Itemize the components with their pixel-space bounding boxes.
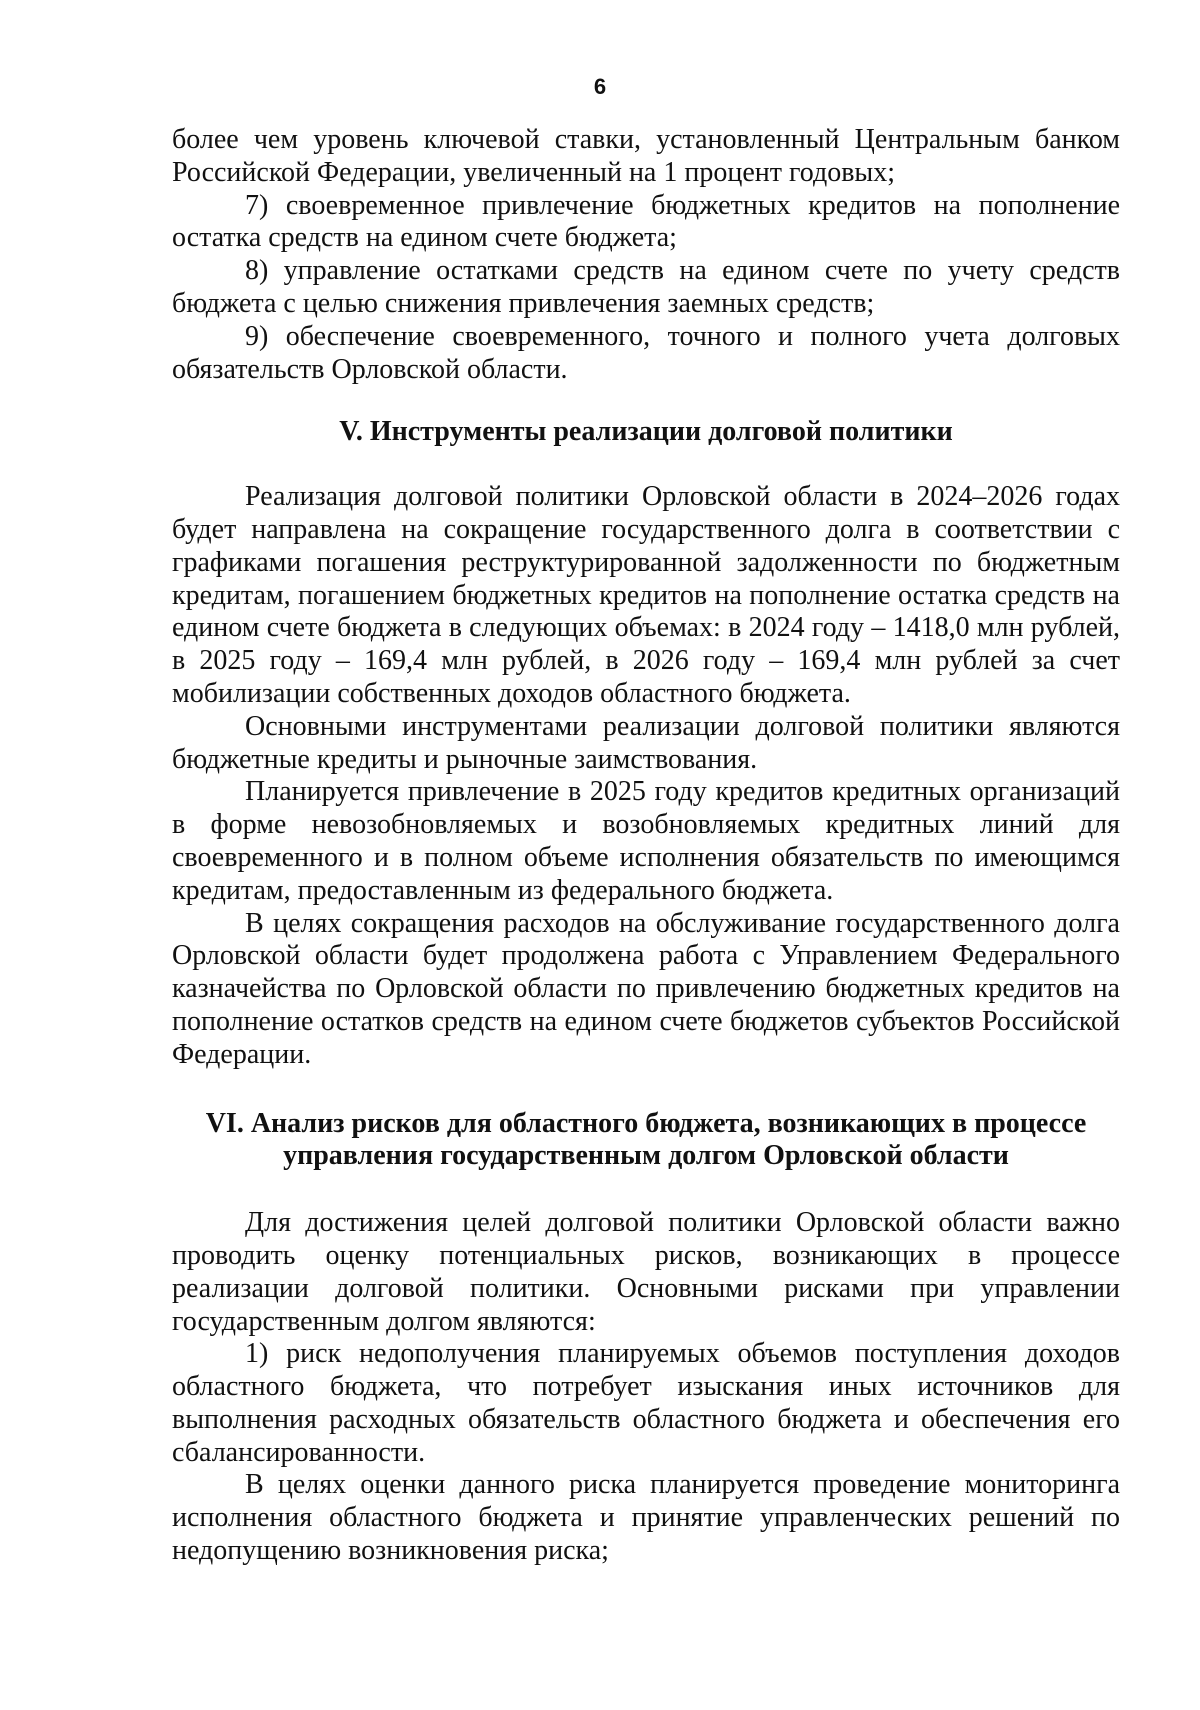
page-number: 6 bbox=[593, 74, 607, 99]
section-5-paragraph: Основными инструментами реализации долговой политики являются бюджетные кредиты и рыночные заимствования. bbox=[172, 710, 1120, 775]
section-6-heading bbox=[172, 1108, 1120, 1174]
paragraph-continuation: более чем уровень ключевой ставки, установленный Центральным банком Российской Федерации, увеличенный на 1 процент годовых; bbox=[172, 124, 1120, 188]
section-5-paragraph: Реализация долговой политики Орловской области в 2024–2026 годах будет направлена на сокращение государственного долга в соответствии с графиками погашения реструктурированной задолженности по бюджетным кредитам, погашением бюджетных кредитов на пополнение остатка средств на едином счете бюджета в следующих объемах: в 2024 году – 1418,0 млн рублей, в 2025 году – 169,4 млн рублей, в 2026 году – 169,4 млн рублей за счет мобилизации собственных доходов областного бюджета. bbox=[172, 481, 1120, 709]
section-6-paragraph: 1) риск недополучения планируемых объемов поступления доходов областного бюджета, что потребует изыскания иных источников для выполнения расходных обязательств областного бюджета и обеспечения его сбалансированности. bbox=[172, 1338, 1120, 1468]
list-item-9: 9) обеспечение своевременного, точного и полного учета долговых обязательств Орловской области. bbox=[172, 320, 1120, 385]
document-body bbox=[172, 124, 1120, 1568]
list-item-7: 7) своевременное привлечение бюджетных кредитов на пополнение остатка средств на едином счете бюджета; bbox=[172, 189, 1120, 254]
section-5-heading: V. Инструменты реализации долговой политики bbox=[339, 416, 953, 448]
section-6-heading-line-1: VI. Анализ рисков для областного бюджета, возникающих в процессе bbox=[205, 1107, 1087, 1139]
list-item-8: 8) управление остатками средств на едином счете по учету средств бюджета с целью снижения привлечения заемных средств; bbox=[172, 255, 1120, 319]
section-6-paragraph: В целях оценки данного риска планируется проведение мониторинга исполнения областного бюджета и принятие управленческих решений по недопущению возникновения риска; bbox=[172, 1469, 1120, 1567]
section-5-paragraph: Планируется привлечение в 2025 году кредитов кредитных организаций в форме невозобновляемых и возобновляемых кредитных линий для своевременного и в полном объеме исполнения обязательств по имеющимся кредитам, предоставленным из федерального бюджета. bbox=[172, 776, 1120, 906]
section-5-paragraph: В целях сокращения расходов на обслуживание государственного долга Орловской области будет продолжена работа с Управлением Федерального казначейства по Орловской области по привлечению бюджетных кредитов на пополнение остатков средств на едином счете бюджетов субъектов Российской Федерации. bbox=[172, 907, 1120, 1070]
section-6-paragraph: Для достижения целей долговой политики Орловской области важно проводить оценку потенциальных рисков, возникающих в процессе реализации долговой политики. Основными рисками при управлении государственным долгом являются: bbox=[172, 1207, 1120, 1337]
section-6-heading-line-2: управления государственным долгом Орловской области bbox=[283, 1140, 1009, 1172]
